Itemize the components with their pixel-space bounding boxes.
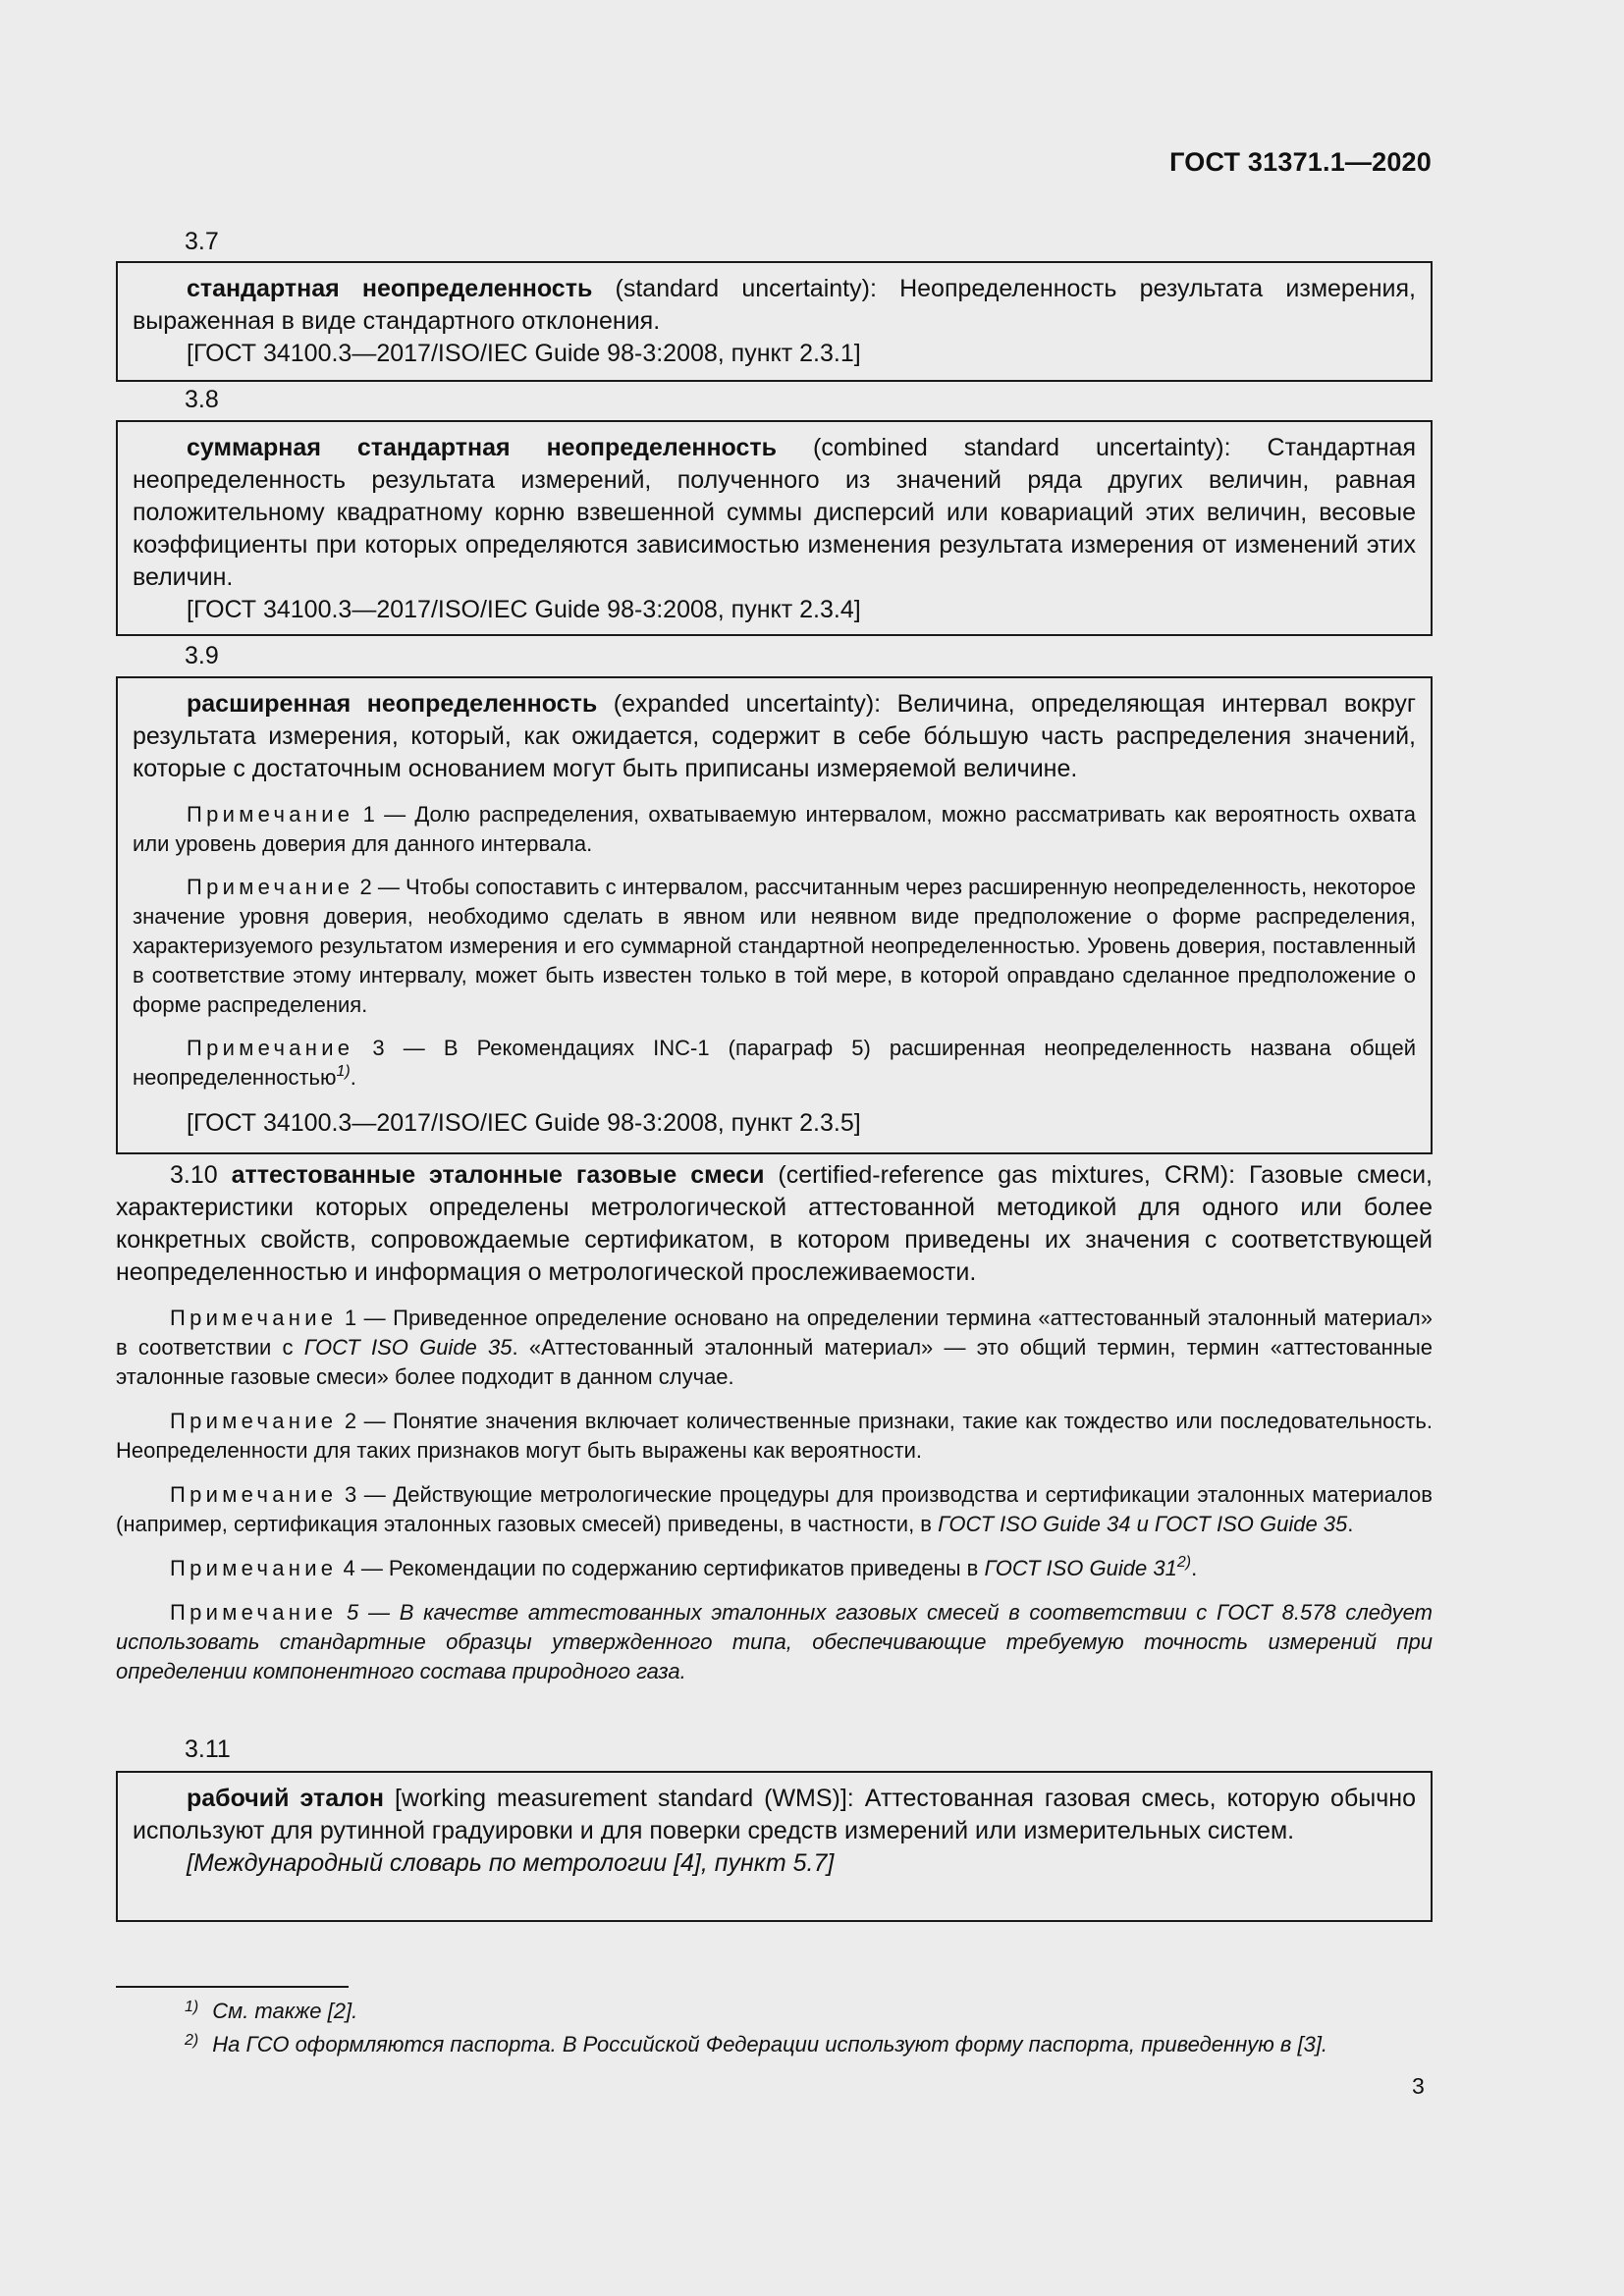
term-reference: [ГОСТ 34100.3—2017/ISO/IEC Guide 98-3:2008, пункт 2.3.1] — [187, 340, 861, 367]
note-3: Примечание 3 — Действующие метрологические процедуры для производства и сертификации эталонных материалов (например, сертификация эталонных газовых смесей) приведены, в частности, в ГОСТ ISO Guide 34 и ГОСТ ISO Guide 35. — [116, 1482, 1433, 1536]
page-number: 3 — [1412, 2073, 1425, 2099]
term-box-3-9 — [116, 676, 1433, 1154]
term-title: расширенная неопределенность — [187, 690, 598, 718]
section-number-3-10: 3.10 — [170, 1161, 218, 1189]
term-box-3-8 — [116, 420, 1433, 636]
footnote-ref-1: 1) — [336, 1063, 351, 1080]
term-title: стандартная неопределенность — [187, 275, 593, 302]
term-definition: суммарная стандартная неопределенность (combined standard uncertainty): Стандартная неопределенность результата измерений, полученного из значений ряда других величин, равная положительному квадратному корню взвешенной суммы дисперсий или ковариаций этих величин, весовые коэффициенты при которых определяются зависимостью изменения результата измерения от изменений этих величин. — [133, 434, 1416, 591]
note-2: Примечание 2 — Чтобы сопоставить с интервалом, рассчитанным через расширенную неопределенность, некоторое значение уровня доверия, необходимо сделать в явном или неявном виде предположение о форме распределения, характеризуемого результатом измерения и его суммарной стандартной неопределенностью. Уровень доверия, поставленный в соответствие этому интервалу, может быть известен только в той мере, в которой оправдано сделанное предположение о форме распределения. — [133, 875, 1416, 1017]
term-definition: 3.10 аттестованные эталонные газовые смеси (certified-reference gas mixtures, CRM): Газовые смеси, характеристики которых определены метрологической аттестованной методикой для одного или более конкретных свойств, сопровождаемые сертификатом, в котором приведены их значения с соответствующей неопределенностью и информация о метрологической прослеживаемости. — [116, 1161, 1433, 1286]
term-definition: рабочий эталон [working measurement standard (WMS)]: Аттестованная газовая смесь, которую обычно используют для рутинной градуировки и для поверки средств измерений или измерительных систем. — [133, 1785, 1416, 1844]
section-number-3-11: 3.11 — [185, 1735, 231, 1763]
term-box-3-7 — [116, 261, 1433, 382]
section-number-3-9: 3.9 — [185, 642, 219, 669]
section-number-3-7: 3.7 — [185, 228, 219, 255]
note-5: Примечание 5 — В качестве аттестованных эталонных газовых смесей в соответствии с ГОСТ 8.578 следует использовать стандартные образцы утвержденного типа, обеспечивающие требуемую точность измерений при определении компонентного состава природного газа. — [116, 1600, 1433, 1683]
footnote-ref-2: 2) — [1176, 1554, 1192, 1571]
note-4: Примечание 4 — Рекомендации по содержанию сертификатов приведены в ГОСТ ISO Guide 31$^{2)}$. — [170, 1554, 1198, 1580]
footnote-1: $^{1)}$ См. также [2]. — [185, 1999, 358, 2023]
note-3: Примечание 3 — В Рекомендациях INC-1 (параграф 5) расширенная неопределенность названа общей неопределенностью$^{1)}$. — [133, 1036, 1416, 1090]
term-title: аттестованные эталонные газовые смеси — [231, 1161, 765, 1189]
term-reference: [ГОСТ 34100.3—2017/ISO/IEC Guide 98-3:2008, пункт 2.3.4] — [187, 596, 861, 623]
footnote-separator — [116, 1986, 349, 1988]
footnote-2: $^{2)}$ На ГСО оформляются паспорта. В Российской Федерации используют форму паспорта, приведенную в [3]. — [185, 2032, 1328, 2056]
document-header: ГОСТ 31371.1—2020 — [1169, 147, 1432, 177]
term-title: суммарная стандартная неопределенность — [187, 434, 778, 461]
note-1: Примечание 1 — Долю распределения, охватываемую интервалом, можно рассматривать как вероятность охвата или уровень доверия для данного интервала. — [133, 802, 1416, 856]
note-2: Примечание 2 — Понятие значения включает количественные признаки, такие как тождество или последовательность. Неопределенности для таких признаков могут быть выражены как вероятности. — [116, 1409, 1433, 1463]
term-block-3-10 — [116, 1159, 1433, 1686]
note-1: Примечание 1 — Приведенное определение основано на определении термина «аттестованный эталонный материал» в соответствии с ГОСТ ISO Guide 35. «Аттестованный эталонный материал» — это общий термин, термин «аттестованные эталонные газовые смеси» более подходит в данном случае. — [116, 1306, 1434, 1389]
term-title: рабочий эталон — [187, 1785, 385, 1812]
term-definition: расширенная неопределенность (expanded uncertainty): Величина, определяющая интервал вокруг результата измерения, который, как ожидается, содержит в себе бо́льшую часть распределения значений, которые с достаточным основанием могут быть приписаны измеряемой величине. — [133, 690, 1416, 782]
section-number-3-8: 3.8 — [185, 386, 219, 413]
term-reference: [Международный словарь по метрологии [4], пункт 5.7] — [187, 1849, 835, 1877]
term-definition: стандартная неопределенность (standard uncertainty): Неопределенность результата измерения, выраженная в виде стандартного отклонения. — [133, 275, 1416, 335]
term-box-3-11 — [116, 1771, 1433, 1922]
term-reference: [ГОСТ 34100.3—2017/ISO/IEC Guide 98-3:2008, пункт 2.3.5] — [187, 1109, 861, 1137]
